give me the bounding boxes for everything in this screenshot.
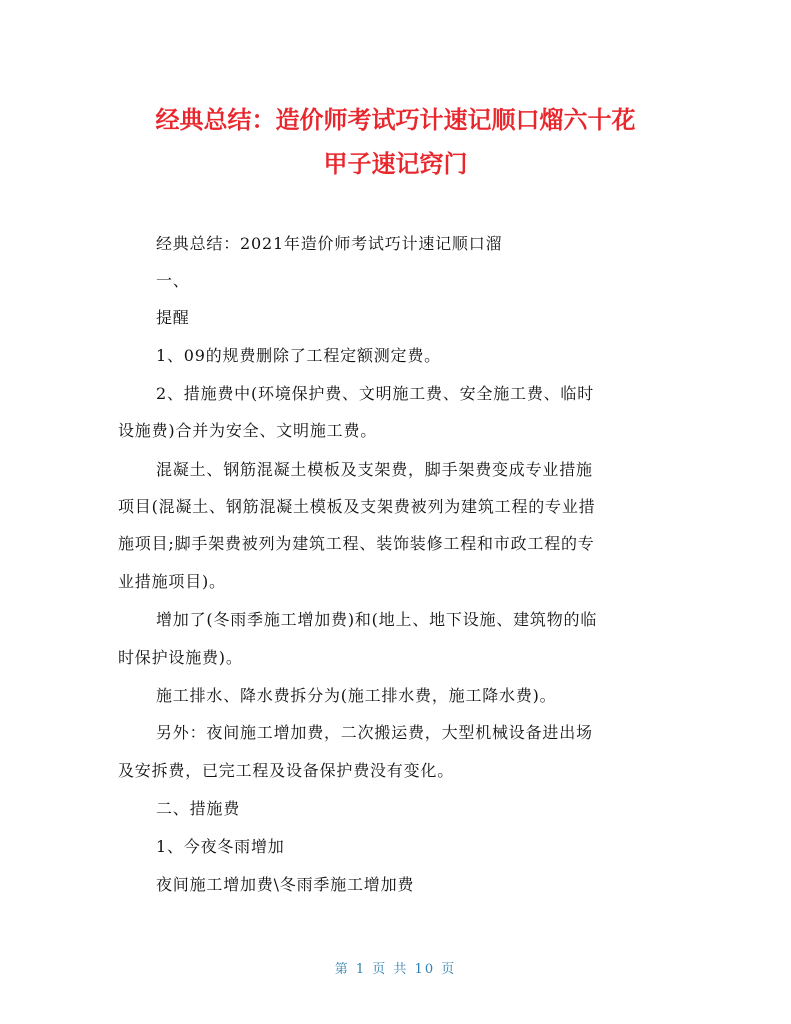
paragraph-line: 另外：夜间施工增加费，二次搬运费，大型机械设备进出场 (156, 723, 593, 742)
paragraph-line: 经典总结：2021年造价师考试巧计速记顺口溜 (156, 234, 503, 253)
document-title-line-1: 经典总结：造价师考试巧计速记顺口熘六十花 (155, 106, 636, 134)
paragraph-line: 提醒 (156, 308, 190, 327)
paragraph-line: 时保护设施费)。 (118, 648, 243, 667)
paragraph-line: 设施费)合并为安全、文明施工费。 (118, 421, 378, 440)
paragraph-line: 2、措施费中(环境保护费、文明施工费、安全施工费、临时 (156, 384, 595, 403)
paragraph-line: 业措施项目)。 (118, 572, 226, 591)
paragraph-line: 夜间施工增加费\冬雨季施工增加费 (156, 875, 415, 894)
paragraph-line: 项目(混凝土、钢筋混凝土模板及支架费被列为建筑工程的专业措 (118, 497, 596, 516)
document-title-line-2: 甲子速记窍门 (323, 150, 468, 178)
section-heading: 二、措施费 (156, 799, 241, 818)
paragraph-line: 混凝土、钢筋混凝土模板及支架费，脚手架费变成专业措施 (156, 460, 593, 479)
paragraph-line: 1、09的规费删除了工程定额测定费。 (156, 346, 441, 365)
paragraph-line: 一、 (156, 271, 190, 290)
paragraph-line: 施工排水、降水费拆分为(施工排水费，施工降水费)。 (156, 686, 557, 705)
paragraph-line: 增加了(冬雨季施工增加费)和(地上、地下设施、建筑物的临 (156, 610, 598, 629)
page-footer: 第 1 页 共 10 页 (334, 962, 457, 977)
paragraph-line: 1、今夜冬雨增加 (156, 837, 285, 856)
paragraph-line: 施项目;脚手架费被列为建筑工程、装饰装修工程和市政工程的专 (118, 534, 595, 553)
paragraph-line: 及安拆费，已完工程及设备保护费没有变化。 (118, 761, 455, 780)
